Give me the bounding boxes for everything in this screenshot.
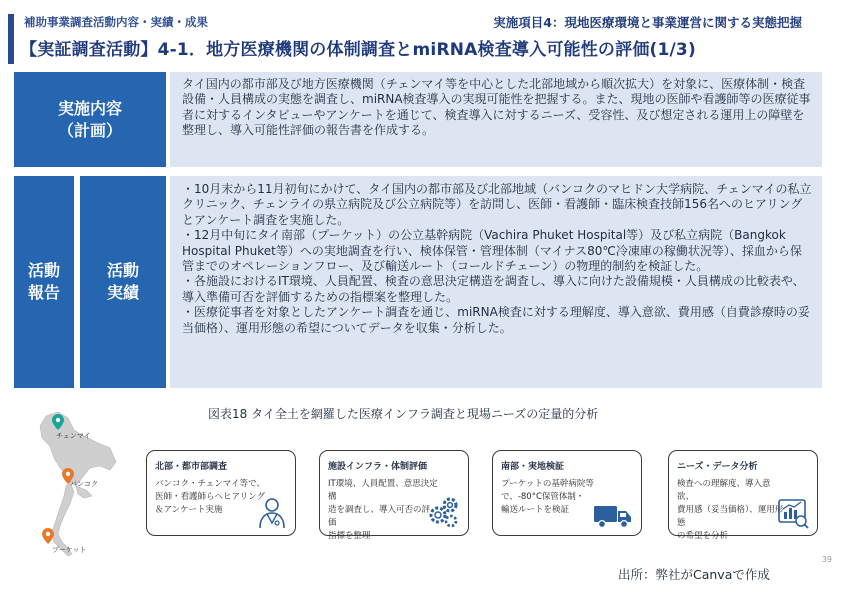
report-bullet: ・医療従事者を対象としたアンケート調査を通じ、miRNA検査に対する理解度、導入意欲、費用感（自費診療時の妥当価格）、運用形態の希望についてデータを収集・分析した。 bbox=[182, 305, 810, 335]
card-title: 北部・都市部調査 bbox=[155, 462, 228, 472]
card-line: の希望を分析 bbox=[677, 531, 729, 541]
figure-caption: 図表18 タイ全土を網羅した医療インフラ調査と現場ニーズの定量的分析 bbox=[208, 407, 599, 421]
card-line: ＆アンケート実施 bbox=[155, 505, 223, 515]
card-line: 医師・看護師らへヒアリング bbox=[155, 492, 265, 502]
breadcrumb: 補助事業調査活動内容・実績・成果 bbox=[24, 15, 208, 29]
thailand-map bbox=[24, 408, 134, 558]
map-label-phuket: プーケット bbox=[52, 546, 87, 554]
title-accent-bar bbox=[8, 14, 14, 64]
truck-icon bbox=[593, 503, 633, 529]
plan-text: タイ国内の都市部及び地方医療機関（チェンマイ等を中心とした北部地域から順次拡大）を対象に、医療体制・検査設備・人員構成の実態を調査し、miRNA検査導入の実現可能性を把握する。また、現地の医師や看護師等の医療従事者に対するインタビューやアンケートを通じて、検査導入に対するニーズ、受容性、及び想定される運用上の障壁を整理し、導入可能性評価の報告書を作成する。 bbox=[170, 72, 822, 167]
card-line: バンコク・チェンマイ等で、 bbox=[155, 479, 265, 489]
phuket-pin-icon bbox=[42, 528, 54, 544]
card-body bbox=[328, 478, 438, 543]
report-bullet: ・各施設におけるIT環境、人員配置、検査の意思決定構造を調査し、導入に向けた設備規模・人員構成の比較表や、導入準備可否を評価するための指標案を整理した。 bbox=[182, 274, 805, 304]
map-label-bangkok: バンコク bbox=[70, 480, 98, 488]
gears-icon bbox=[426, 495, 460, 529]
report-bullet: ・10月末から11月初旬にかけて、タイ国内の都市部及び北部地域（バンコクのマヒドン大学病院、チェンマイの私立クリニック、チェンライの県立病院及び公立病院等）を訪問し、医師・看護師・臨床検査技師156名へのヒアリングとアンケート調査を実施した。 bbox=[182, 182, 812, 227]
source-note: 出所：弊社がCanvaで作成 bbox=[618, 567, 770, 582]
plan-label bbox=[14, 72, 166, 167]
card-line: 検査への理解度、導入意欲、 bbox=[677, 479, 771, 502]
report-text bbox=[170, 176, 822, 388]
card-north-urban-survey bbox=[146, 450, 296, 536]
card-facility-evaluation bbox=[319, 450, 469, 541]
card-line: 造を調査し、導入可否の評価 bbox=[328, 505, 431, 528]
page-title: 【実証調査活動】4-1．地方医療機関の体制調査とmiRNA検査導入可能性の評価(1/3) bbox=[20, 40, 696, 60]
result-label-line2: 実績 bbox=[106, 283, 139, 302]
report-label-line1: 活動 bbox=[27, 261, 60, 280]
card-body bbox=[155, 478, 265, 517]
card-title: 南部・実地検証 bbox=[501, 462, 565, 472]
card-line: プーケットの基幹病院等 bbox=[501, 479, 594, 489]
card-line: 費用感（妥当価格）、運用形態 bbox=[677, 505, 784, 528]
result-label bbox=[80, 176, 166, 388]
chart-icon bbox=[777, 497, 809, 529]
page-number: 39 bbox=[821, 555, 832, 564]
card-line: 指標を整理 bbox=[328, 531, 371, 541]
card-line: で、-80°C保管体制・ bbox=[501, 492, 585, 502]
card-body bbox=[677, 478, 787, 543]
plan-label-line2: （計画） bbox=[57, 120, 122, 140]
card-south-field-verification bbox=[492, 450, 642, 536]
card-title: ニーズ・データ分析 bbox=[677, 462, 758, 472]
report-label-line2: 報告 bbox=[27, 283, 60, 302]
plan-label-line1: 実施内容 bbox=[57, 98, 122, 118]
card-line: 輸送ルートを検証 bbox=[501, 505, 570, 515]
report-bullet: ・12月中旬にタイ南部（プーケット）の公立基幹病院（Vachira Phuket Hospital等）及び私立病院（Bangkok Hospital Phuket等）への実地調査を行い、検体保管・管理体制（マイナス80℃冷凍庫の稼働状況等）、採血から保管までのオペレーションフロー、及び輸送ルート（コールドチェーン）の物理的制約を検証した。 bbox=[182, 228, 802, 274]
section-tag: 実施項目4：現地医療環境と事業運営に関する実態把握 bbox=[493, 15, 802, 30]
card-line: IT環境、人員配置、意思決定構 bbox=[328, 479, 438, 502]
doctor-icon bbox=[257, 497, 287, 529]
card-title: 施設インフラ・体制評価 bbox=[328, 462, 428, 472]
card-needs-data-analysis bbox=[668, 450, 818, 541]
result-label-line1: 活動 bbox=[106, 261, 139, 280]
report-label bbox=[14, 176, 74, 388]
map-label-chiang-mai: チェンマイ bbox=[56, 432, 91, 440]
chiang-mai-pin-icon bbox=[52, 414, 64, 430]
